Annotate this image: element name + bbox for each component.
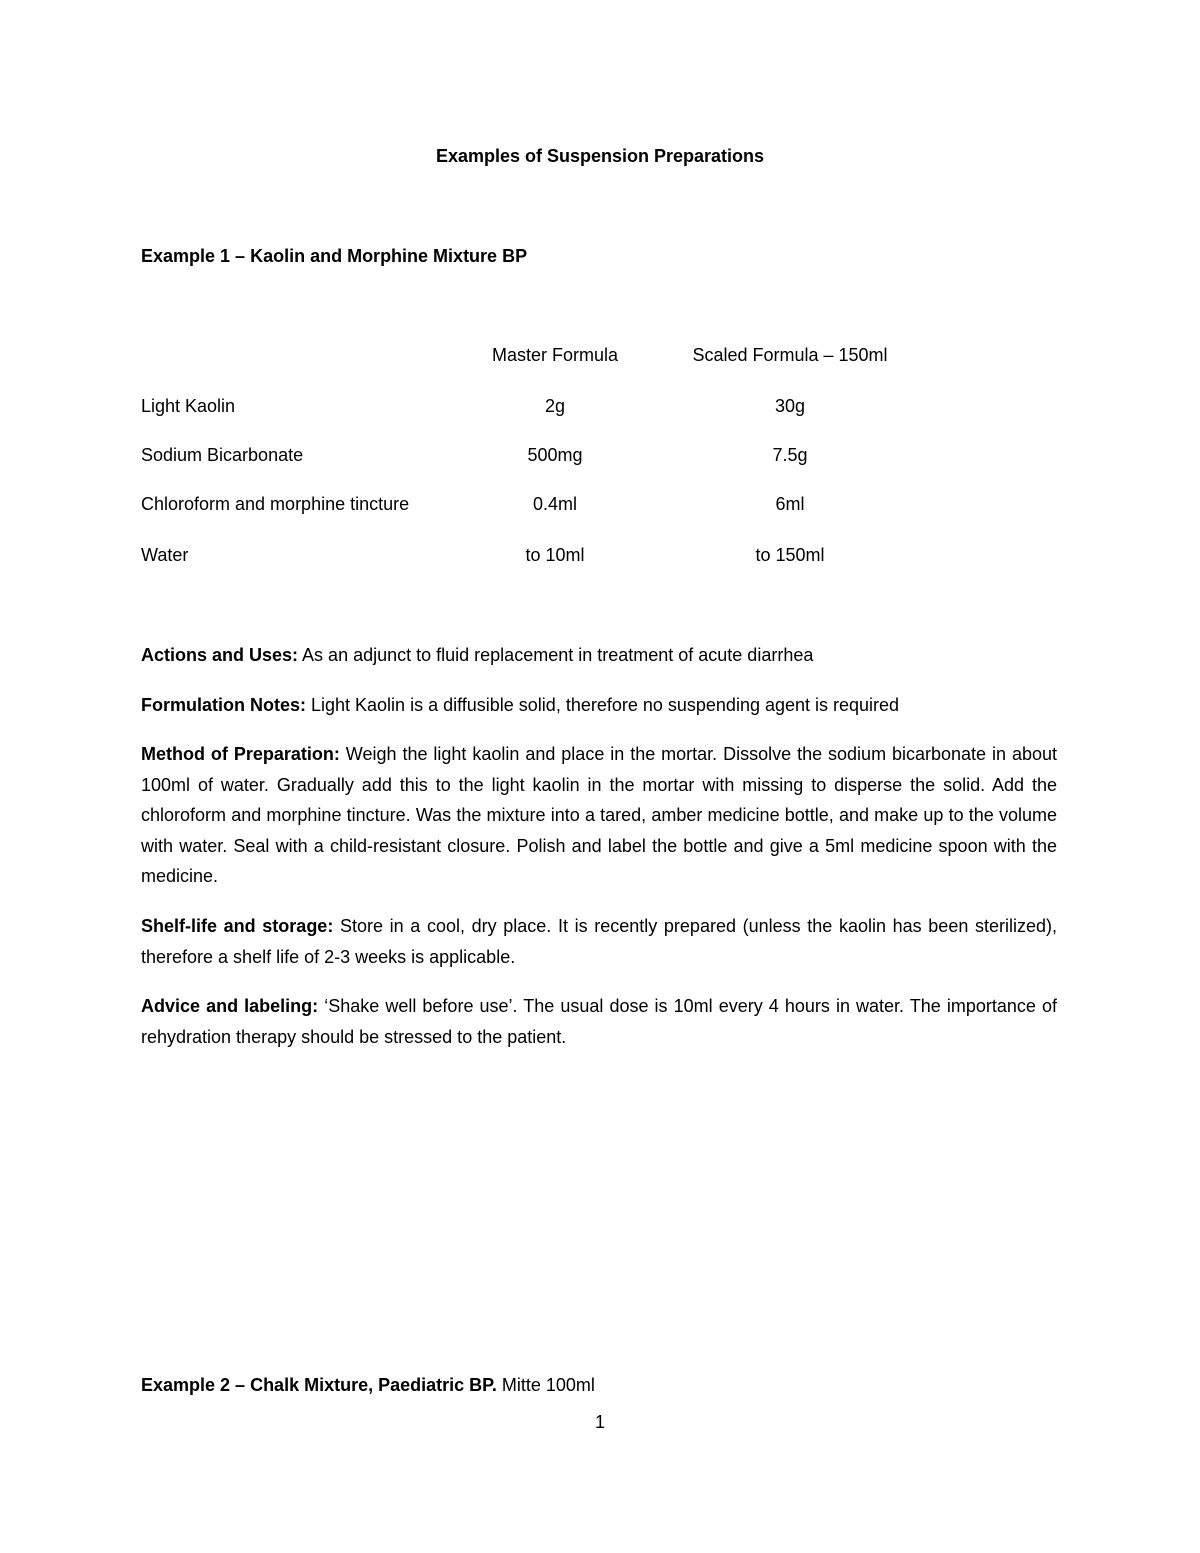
shelf-life-label: Shelf-life and storage: (141, 916, 334, 936)
method-of-preparation-text: Weigh the light kaolin and place in the mortar. Dissolve the sodium bicarbonate in about 100ml of water. Gradually add this to the light kaolin in the mortar with missing to disperse the solid. Add the chloroform and morphine tincture. Was the mixture into a tared, amber medicine bottle, and make up to the volume with water. Seal with a child-resistant closure. Polish and label the bottle and give a 5ml medicine spoon with the medicine. (141, 744, 1057, 886)
formulation-notes-paragraph (141, 690, 1057, 721)
actions-and-uses-text: As an adjunct to fluid replacement in treatment of acute diarrhea (298, 645, 814, 665)
method-of-preparation-paragraph (141, 739, 1057, 892)
table-header-master-formula: Master Formula (491, 345, 619, 365)
table-header-scaled-formula: Scaled Formula – 150ml (692, 345, 888, 365)
actions-and-uses-paragraph (141, 640, 1057, 671)
master-quantity: 2g (544, 396, 566, 416)
ingredient-name: Sodium Bicarbonate (141, 445, 304, 465)
example-2-heading-mitte: Mitte 100ml (496, 1375, 595, 1395)
example-2-heading-title: Example 2 – Chalk Mixture, Paediatric BP. (141, 1375, 497, 1395)
formulation-notes-label: Formulation Notes: (141, 695, 306, 715)
formulation-notes-text: Light Kaolin is a diffusible solid, therefore no suspending agent is required (306, 695, 900, 715)
method-of-preparation-label: Method of Preparation: (141, 744, 340, 764)
scaled-quantity: 7.5g (772, 445, 808, 465)
table-row (0, 542, 1200, 568)
table-row (0, 491, 1200, 517)
ingredient-name: Light Kaolin (141, 396, 236, 416)
document-title: Examples of Suspension Preparations (435, 146, 765, 166)
master-quantity: to 10ml (525, 545, 585, 565)
shelf-life-text: Store in a cool, dry place. It is recently prepared (unless the kaolin has been sterilized), therefore a shelf life of 2-3 weeks is applicable. (141, 916, 1058, 967)
scaled-quantity: 6ml (775, 494, 805, 514)
example-2-heading (141, 1372, 595, 1398)
table-row (0, 442, 1200, 468)
table-header-row (0, 342, 1200, 368)
advice-and-labeling-text: ‘Shake well before use’. The usual dose is 10ml every 4 hours in water. The importance of rehydration therapy should be stressed to the patient. (141, 996, 1057, 1047)
table-row (0, 393, 1200, 419)
ingredient-name: Water (141, 545, 189, 565)
shelf-life-paragraph (141, 911, 1057, 972)
master-quantity: 500mg (527, 445, 583, 465)
scaled-quantity: 30g (774, 396, 806, 416)
ingredient-name: Chloroform and morphine tincture (141, 494, 410, 514)
example-1-heading: Example 1 – Kaolin and Morphine Mixture BP (141, 246, 528, 266)
advice-and-labeling-label: Advice and labeling: (141, 996, 319, 1016)
scaled-quantity: to 150ml (755, 545, 825, 565)
advice-and-labeling-paragraph (141, 991, 1057, 1052)
page-number: 1 (594, 1412, 605, 1432)
master-quantity: 0.4ml (532, 494, 577, 514)
actions-and-uses-label: Actions and Uses: (141, 645, 299, 665)
